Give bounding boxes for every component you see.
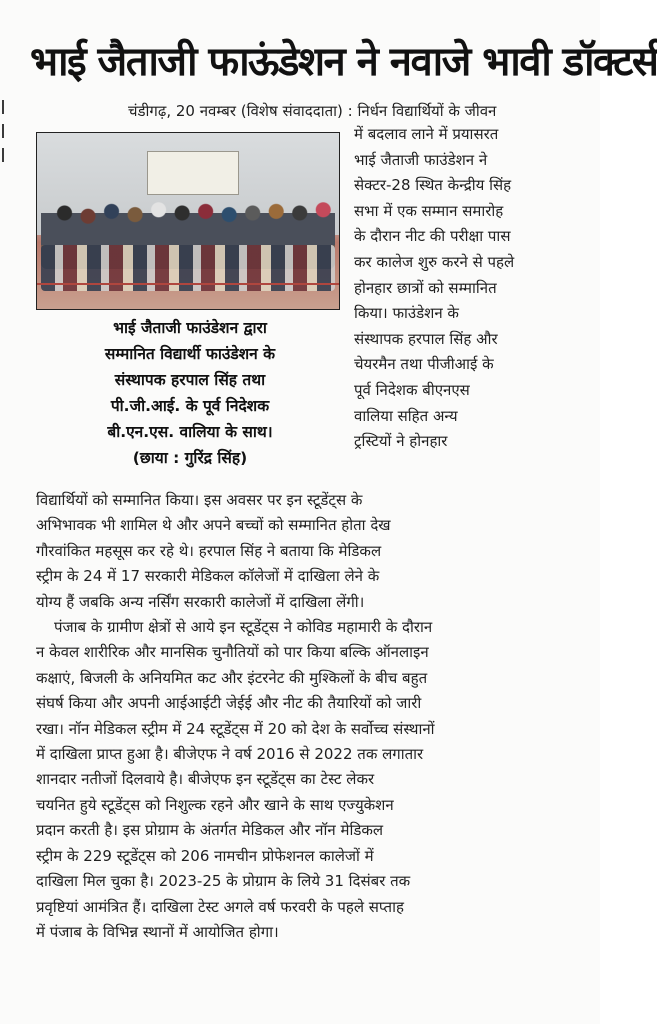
text-line: प्रवृष्टियां आमंत्रित हैं। दाखिला टेस्ट अगले वर्ष फरवरी के पहले सप्ताह [36, 897, 404, 916]
text-line: स्ट्रीम के 229 स्टूडेंट्स को 206 नामचीन प्रोफेशनल कालेजों में [36, 846, 374, 865]
margin-mark [2, 124, 4, 138]
caption-line: भाई जैताजी फाउंडेशन द्वारा [113, 319, 267, 337]
dateline: चंडीगढ़, 20 नवम्बर (विशेष संवाददाता) : निर्धन विद्यार्थियों के जीवन [128, 102, 497, 120]
text-line: रखा। नॉन मेडिकल स्ट्रीम में 24 स्टूडेंट्स में 20 को देश के सर्वोच्च संस्थानों [36, 719, 435, 738]
text-line: किया। फाउंडेशन के [354, 304, 459, 323]
text-line: संस्थापक हरपाल सिंह और [354, 329, 498, 348]
paragraph-start-line: पंजाब के ग्रामीण क्षेत्रों से आये इन स्टूडेंट्स ने कोविड महामारी के दौरान [54, 618, 433, 637]
right-column-text [354, 122, 580, 455]
text-line: पूर्व निदेशक बीएनएस [354, 380, 470, 399]
text-line: दाखिला मिल चुका है। 2023-25 के प्रोग्राम के लिये 31 दिसंबर तक [36, 872, 411, 891]
article-body [36, 488, 586, 945]
photo-floor [37, 283, 339, 285]
text-line: विद्यार्थियों को सम्मानित किया। इस अवसर पर इन स्टूडेंट्स के [36, 491, 363, 509]
text-line: में बदलाव लाने में प्रयासरत [354, 125, 499, 143]
headline: भाई जैताजी फाऊंडेशन ने नवाजे भावी डॉक्टर्स [30, 39, 657, 85]
text-line: योग्य हैं जबकि अन्य नर्सिंग सरकारी कालेजों में दाखिला लेंगी। [36, 592, 365, 611]
text-line: प्रदान करती है। इस प्रोग्राम के अंतर्गत मेडिकल और नॉन मेडिकल [36, 821, 384, 840]
text-line: होनहार छात्रों को सम्मानित [354, 278, 497, 297]
text-line: चेयरमैन तथा पीजीआई के [354, 355, 494, 374]
text-line: कर कालेज शुरु करने से पहले [354, 252, 515, 271]
text-line: चयनित हुये स्टूडेंट्स को निशुल्क रहने और खाने के साथ एज्युकेशन [36, 795, 394, 814]
caption-line: सम्मानित विद्यार्थी फाउंडेशन के [104, 345, 276, 363]
group-photo [36, 132, 340, 310]
text-line: कक्षाएं, बिजली के अनियमित कट और इंटरनेट की मुश्किलों के बीच बहुत [36, 668, 428, 687]
text-line: संघर्ष किया और अपनी आईआईटी जेईई और नीट की तैयारियों को जारी [36, 694, 422, 713]
caption-line: पी.जी.आई. के पूर्व निदेशक [110, 397, 270, 415]
text-line: सभा में एक सम्मान समारोह [354, 201, 504, 220]
text-line: सेक्टर-28 स्थित केन्द्रीय सिंह [354, 176, 512, 195]
text-line: शानदार नतीजों दिलवाये है। बीजेएफ इन स्टूडेंट्स का टेस्ट लेकर [36, 770, 375, 789]
caption-credit: (छाया : गुरिंद्र सिंह) [132, 449, 248, 467]
text-line: स्ट्रीम के 24 में 17 सरकारी मेडिकल कॉलेजों में दाखिला लेने के [36, 567, 380, 586]
text-line: में पंजाब के विभिन्न स्थानों में आयोजित होगा। [36, 922, 279, 941]
margin-mark [2, 148, 4, 162]
text-line: गौरवांकित महसूस कर रहे थे। हरपाल सिंह ने बताया कि मेडिकल [36, 541, 382, 560]
text-line: के दौरान नीट की परीक्षा पास [354, 227, 511, 246]
margin-marks [0, 90, 10, 210]
margin-mark [2, 100, 4, 114]
caption-line: बी.एन.एस. वालिया के साथ। [107, 423, 273, 441]
text-line: ट्रस्टियों ने होनहार [354, 432, 448, 451]
caption-line: संस्थापक हरपाल सिंह तथा [114, 371, 266, 389]
text-line: में दाखिला प्राप्त हुआ है। बीजेएफ ने वर्ष 2016 से 2022 तक लगातार [36, 745, 424, 764]
text-line: वालिया सहित अन्य [354, 406, 458, 425]
text-line: न केवल शारीरिक और मानसिक चुनौतियों को पार किया बल्कि ऑनलाइन [36, 643, 429, 662]
text-line: भाई जैताजी फाउंडेशन ने [354, 150, 488, 169]
text-line: अभिभावक भी शामिल थे और अपने बच्चों को सम्मानित होता देख [36, 516, 391, 535]
photo-caption [40, 315, 340, 471]
